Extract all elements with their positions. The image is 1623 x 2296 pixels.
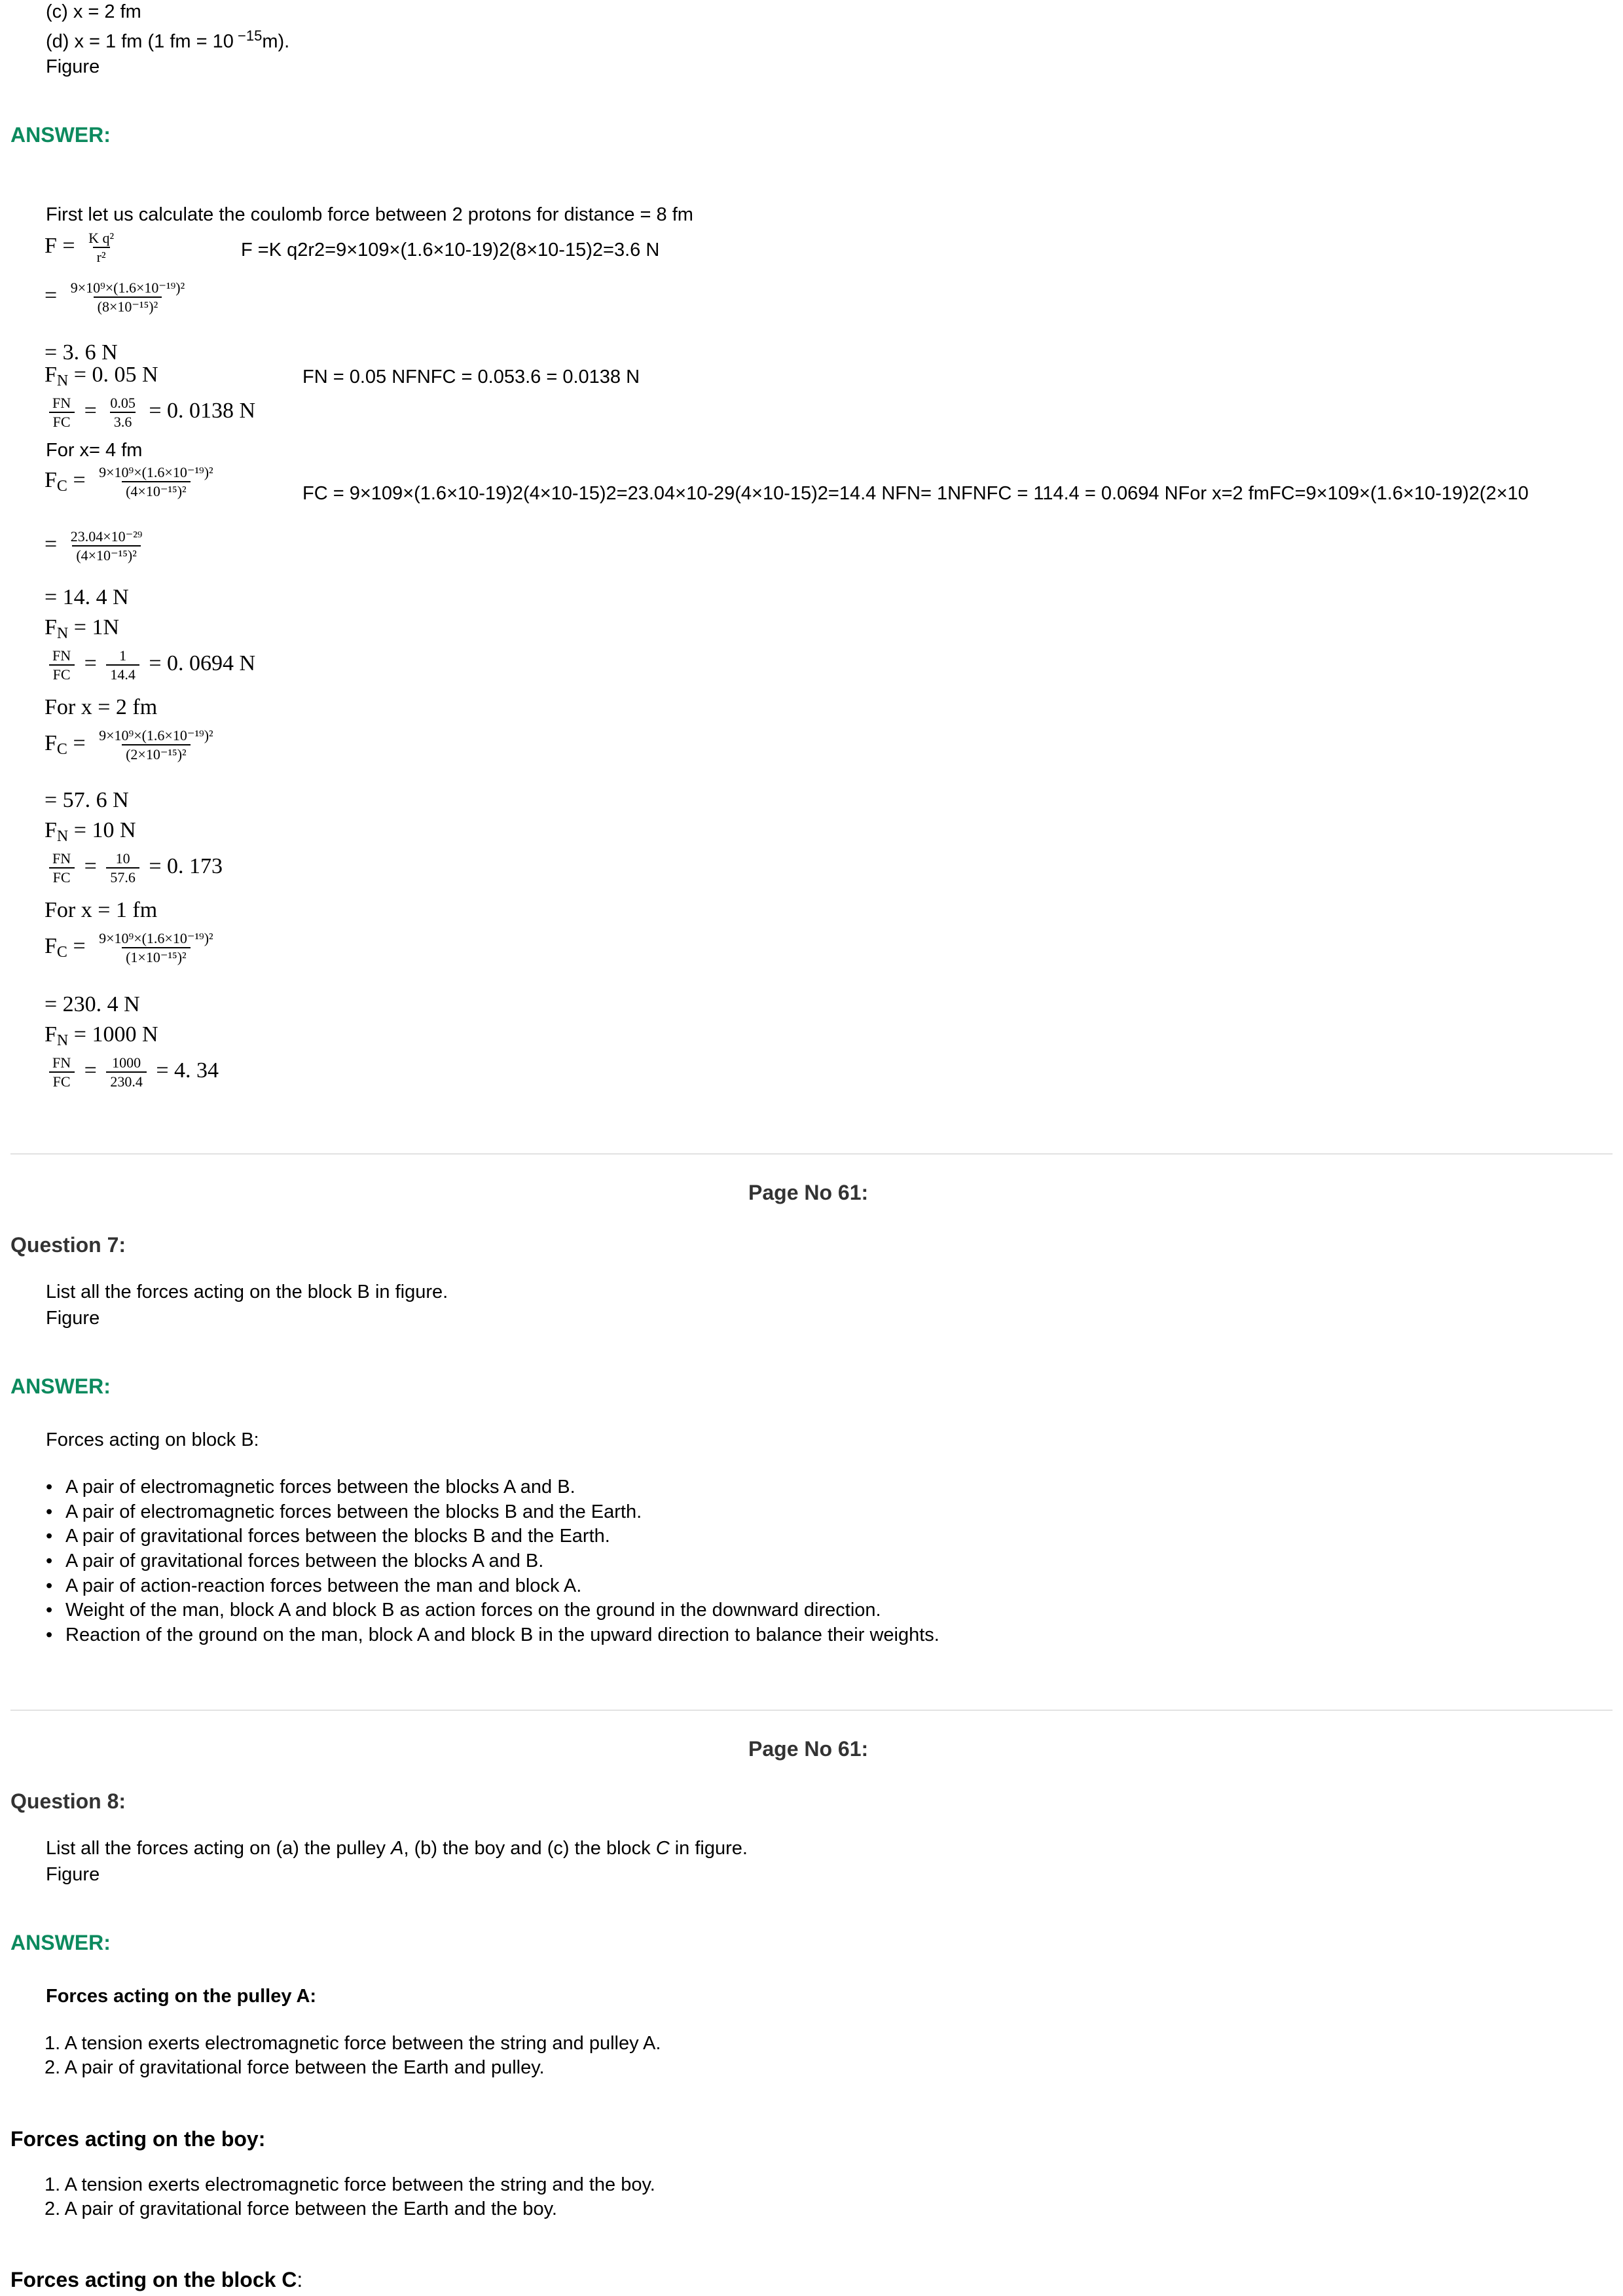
eq10-den2: 14.4: [106, 664, 139, 682]
eq9-f: F: [45, 615, 57, 639]
eq18: [45, 1055, 219, 1089]
option-d-exponent: −15: [233, 27, 263, 44]
list-item: 2. A pair of gravitational force between the Earth and the boy.: [45, 2198, 557, 2219]
eq10-eq: =: [84, 651, 97, 675]
list-item: • A pair of action-reaction forces between the man and block A.: [65, 1575, 581, 1597]
eq17: [45, 1022, 158, 1050]
eq9: [45, 615, 119, 643]
eq18-den2: 230.4: [106, 1071, 147, 1089]
eq5-eq: =: [84, 398, 97, 423]
option-d-text: (d) x = 1 fm (1 fm = 10: [46, 31, 234, 52]
question-7-title: Question 7:: [10, 1233, 126, 1257]
list-item: • A pair of electromagnetic forces between the blocks B and the Earth.: [65, 1501, 642, 1523]
eq15-num: 9×10⁹×(1.6×10⁻¹⁹)²: [99, 930, 213, 946]
eq11-den: (2×10⁻¹⁵)²: [122, 744, 191, 762]
q6-intro: First let us calculate the coulomb force between 2 protons for distance = 8 fm: [46, 204, 693, 225]
eq7: [45, 529, 150, 563]
eq4-f: F: [45, 363, 57, 387]
eq11-f: F: [45, 730, 57, 755]
eq1: [45, 230, 122, 264]
eq5-ratio: [48, 395, 75, 429]
eq14-den2: 57.6: [106, 867, 139, 885]
list-item: 1. A tension exerts electromagnetic force between the string and the boy.: [45, 2174, 655, 2195]
eq15-den: (1×10⁻¹⁵)²: [122, 947, 191, 965]
eq7-num: 23.04×10⁻²⁹: [70, 528, 143, 545]
eq5-den2: 3.6: [110, 412, 136, 429]
eq13: [45, 818, 136, 846]
list-item: • Reaction of the ground on the man, block A and block B in the upward direction to balance their weights.: [65, 1624, 939, 1646]
eq7-fraction: [67, 529, 147, 563]
eq17-val: = 1000 N: [73, 1022, 158, 1047]
eq6-den: (4×10⁻¹⁵)²: [122, 481, 191, 499]
eq11-fraction: [95, 728, 217, 762]
block-c-heading-text: Forces acting on the block C: [10, 2268, 297, 2291]
option-d-unit: m).: [262, 31, 290, 52]
eq18-fraction: [106, 1055, 147, 1089]
eq9-val: = 1N: [73, 615, 119, 639]
option-c: (c) x = 2 fm: [46, 1, 141, 22]
eq4-alt-text: FN = 0.05 NFNFC = 0.053.6 = 0.0138 N: [302, 367, 640, 387]
eq12: = 57. 6 N: [45, 788, 129, 812]
eq18-num: FN: [52, 1054, 71, 1071]
eq15: [45, 931, 221, 965]
eq18-num2: 1000: [112, 1054, 141, 1071]
eq17-f: F: [45, 1022, 57, 1047]
eq13-val: = 10 N: [73, 818, 136, 842]
list-item: • A pair of electromagnetic forces between the blocks A and B.: [65, 1477, 575, 1498]
eq4: [45, 363, 158, 390]
eq3: = 3. 6 N: [45, 340, 118, 365]
eq6: [45, 465, 221, 499]
eq10-num: FN: [52, 647, 71, 664]
question-7-figure: Figure: [46, 1308, 100, 1329]
boy-heading: Forces acting on the boy:: [10, 2127, 266, 2151]
answer-label: ANSWER:: [10, 123, 111, 147]
question-8-figure: Figure: [46, 1864, 100, 1885]
eq11-sub: C: [56, 740, 67, 758]
eq5-result: = 0. 0138 N: [149, 398, 256, 423]
eq15-eq: =: [73, 933, 86, 958]
eq1-fraction: [84, 230, 118, 264]
eq7-eq: =: [45, 531, 58, 556]
eq4-val: = 0. 05 N: [73, 363, 158, 387]
page-number: Page No 61:: [748, 1181, 869, 1204]
q8-text-mid: , (b) the boy and (c) the block: [403, 1838, 656, 1859]
answer-label-q8: ANSWER:: [10, 1931, 111, 1954]
list-item: • A pair of gravitational forces between the blocks B and the Earth.: [65, 1526, 610, 1547]
eq14: [45, 851, 223, 885]
question-8-text: [46, 1838, 748, 1859]
eq10-den: FC: [49, 664, 75, 682]
list-item: 1. A tension exerts electromagnetic force between the string and pulley A.: [45, 2033, 661, 2054]
eq2: [45, 280, 192, 314]
page-number: Page No 61:: [748, 1737, 869, 1761]
eq18-eq: =: [84, 1058, 97, 1083]
block-c-heading: [10, 2268, 302, 2292]
eq10-num2: 1: [119, 647, 127, 664]
eq10: [45, 648, 255, 682]
eq15-fraction: [95, 931, 217, 965]
q8-text-pre: List all the forces acting on (a) the pulley: [46, 1838, 392, 1859]
eq6-num: 9×10⁹×(1.6×10⁻¹⁹)²: [99, 464, 213, 480]
eq6-alt-text: FC = 9×109×(1.6×10-19)2(4×10-15)2=23.04×10-29(4×10-15)2=14.4 NFN= 1NFNFC = 114.4 = 0.0694 NFor x=2 fmFC=9×109×(1.6×10-19)2(2×10: [302, 483, 1529, 504]
eq1-num: K q²: [88, 230, 115, 246]
eq2-num: 9×10⁹×(1.6×10⁻¹⁹)²: [70, 279, 185, 296]
eq13-sub: N: [56, 828, 69, 845]
figure-label: Figure: [46, 56, 100, 77]
eq11-num: 9×10⁹×(1.6×10⁻¹⁹)²: [99, 727, 213, 744]
eq5-num: FN: [52, 395, 71, 411]
eq13-f: F: [45, 818, 57, 842]
eq14-ratio: [48, 851, 75, 885]
eq6-eq: =: [73, 467, 86, 492]
eq2-lhs: =: [45, 283, 58, 308]
eq1-alt-text: F =K q2r2=9×109×(1.6×10-19)2(8×10-15)2=3.6 N: [241, 240, 660, 260]
divider: [10, 1710, 1613, 1711]
list-item: • Weight of the man, block A and block B as action forces on the ground in the downward direction.: [65, 1600, 881, 1621]
eq2-fraction: [67, 280, 189, 314]
question-7-text: List all the forces acting on the block B in figure.: [46, 1282, 448, 1302]
eq5-num2: 0.05: [110, 395, 136, 411]
q8-text-c: C: [655, 1838, 670, 1859]
eq2-den: (8×10⁻¹⁵)²: [94, 296, 162, 314]
eq10-ratio: [48, 648, 75, 682]
eq6-f: F: [45, 467, 57, 492]
eq15-sub: C: [56, 943, 67, 961]
eq6-fraction: [95, 465, 217, 499]
block-c-heading-colon: :: [297, 2268, 303, 2291]
eq5-den: FC: [49, 412, 75, 429]
question-8-title: Question 8:: [10, 1789, 126, 1813]
eq14-eq: =: [84, 853, 97, 878]
for-x2: For x = 2 fm: [45, 695, 158, 719]
eq15-f: F: [45, 933, 57, 958]
q8-text-a: A: [391, 1838, 404, 1859]
eq5: [45, 395, 255, 429]
eq5-fraction: [106, 395, 139, 429]
eq18-den: FC: [49, 1071, 75, 1089]
eq1-den: r²: [93, 247, 110, 264]
eq8: = 14. 4 N: [45, 585, 129, 609]
eq10-fraction: [106, 648, 139, 682]
eq4-sub: N: [56, 372, 69, 389]
eq9-sub: N: [56, 625, 69, 642]
eq18-ratio: [48, 1055, 75, 1089]
answer-label-q7: ANSWER:: [10, 1374, 111, 1398]
for-x4: For x= 4 fm: [46, 440, 143, 461]
eq14-num2: 10: [115, 850, 130, 867]
q8-text-post: in figure.: [669, 1838, 748, 1859]
eq1-lhs: F =: [45, 233, 75, 258]
eq14-den: FC: [49, 867, 75, 885]
list-item: 2. A pair of gravitational force between the Earth and pulley.: [45, 2057, 545, 2078]
eq14-result: = 0. 173: [149, 853, 223, 878]
option-d: [46, 27, 289, 53]
for-x1: For x = 1 fm: [45, 898, 158, 922]
eq18-result: = 4. 34: [156, 1058, 219, 1083]
divider: [10, 1153, 1613, 1155]
eq11: [45, 728, 221, 762]
pulley-heading: Forces acting on the pulley A:: [46, 1986, 317, 2007]
eq14-fraction: [106, 851, 139, 885]
eq16: = 230. 4 N: [45, 992, 140, 1016]
eq6-sub: C: [56, 477, 67, 495]
eq11-eq: =: [73, 730, 86, 755]
eq17-sub: N: [56, 1032, 69, 1049]
list-item: • A pair of gravitational forces between the blocks A and B.: [65, 1551, 543, 1572]
q7-intro: Forces acting on block B:: [46, 1429, 259, 1450]
eq10-result: = 0. 0694 N: [149, 651, 256, 675]
eq14-num: FN: [52, 850, 71, 867]
eq7-den: (4×10⁻¹⁵)²: [72, 545, 141, 563]
